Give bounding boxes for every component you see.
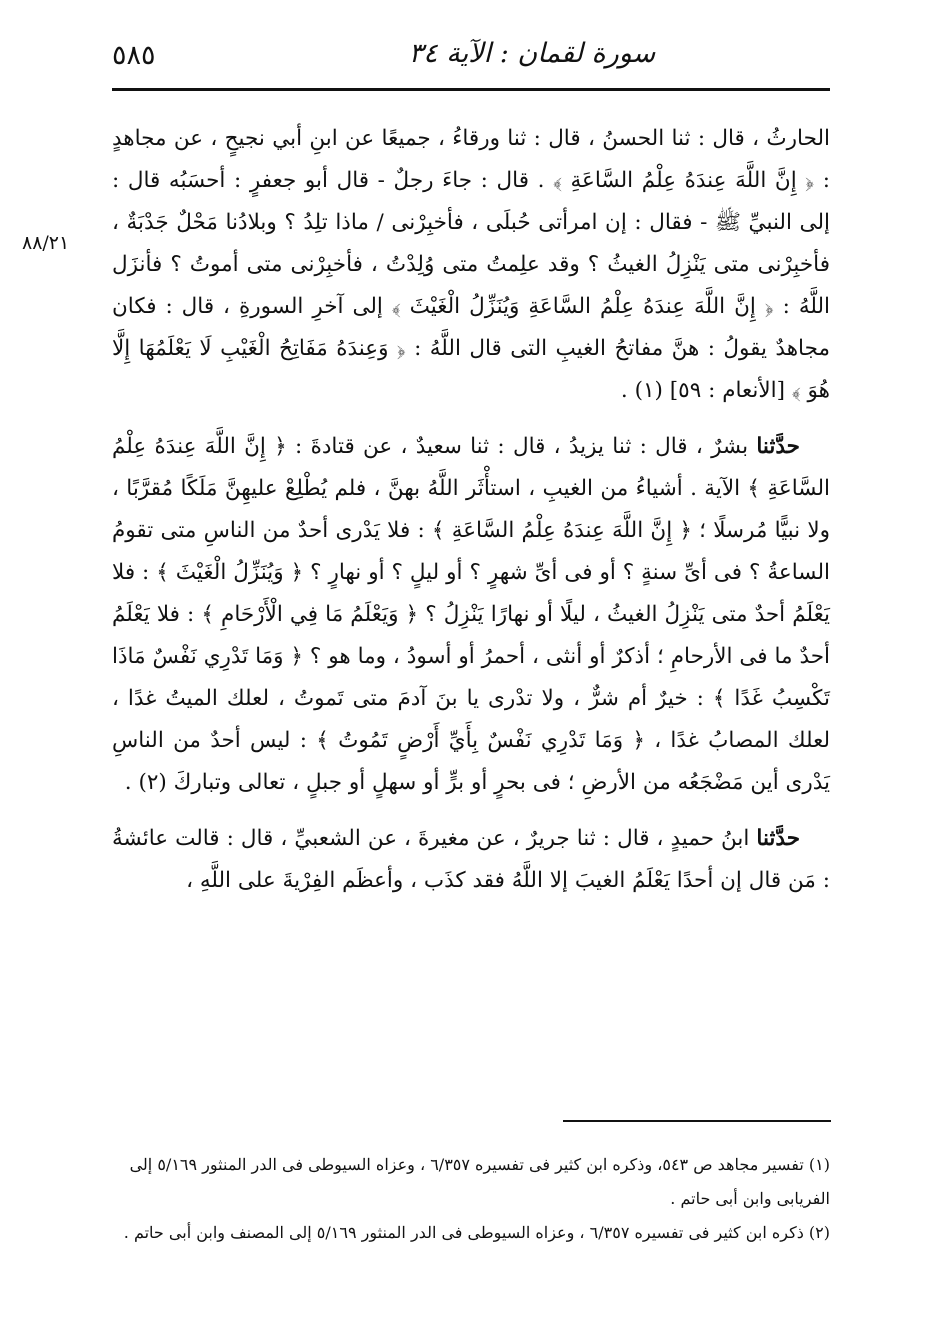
paragraph [112, 118, 830, 412]
paragraph-lead: حدَّثنا [756, 826, 800, 851]
paragraph [112, 426, 830, 804]
footnote-separator [563, 1120, 831, 1122]
paragraph-text: ابنُ حميدٍ ، قال : ثنا جريرٌ ، عن مغيرةَ ، عن الشعبيِّ ، قال : قالت عائشةُ : مَن قال إن أحدًا يَعْلَمُ الغيبَ إلا اللَّهُ فقد كذَب ، وأعظَم الفِرْيةَ على اللَّهِ ، [112, 826, 830, 893]
paragraph-lead: حدَّثنا [756, 434, 800, 459]
paragraph [112, 818, 830, 902]
margin-reference: ٨٨/٢١ [22, 232, 70, 254]
header-rule [112, 88, 830, 91]
footnote: (١) تفسير مجاهد ص ٥٤٣، وذكره ابن كثير فى تفسيره ٦/٣٥٧ ، وعزاه السيوطى فى الدر المنثور ٥/١٦٩ إلى الفريابى وابن أبى حاتم . [129, 1155, 830, 1208]
footnotes [112, 1148, 830, 1250]
paragraph-text: بشرٌ ، قال : ثنا يزيدُ ، قال : ثنا سعيدٌ ، عن قتادةَ : ﴿ إِنَّ اللَّهَ عِندَهُ عِلْمُ السَّاعَةِ ﴾ الآية . أشياءُ من الغيبِ ، استأْثَر اللَّهُ بهنَّ ، فلم يُطْلِعْ عليهِنَّ مَلَكًا مُقرَّبًا ، ولا نبيًّا مُرسلًا ؛ ﴿ إِنَّ اللَّهَ عِندَهُ عِلْمُ السَّاعَةِ ﴾ : فلا يَدْرى أحدٌ من الناسِ متى تقومُ الساعةُ ؟ فى أىِّ سنةٍ ؟ أو فى أىِّ شهرٍ ؟ أو ليلٍ ؟ أو نهارٍ ؟ ﴿ وَيُنَزِّلُ الْغَيْثَ ﴾ : فلا يَعْلَمُ أحدٌ متى يَنْزِلُ الغيثُ ، ليلًا أو نهارًا يَنْزِلُ ؟ ﴿ وَيَعْلَمُ مَا فِي الْأَرْحَامِ ﴾ : فلا يَعْلَمُ أحدٌ ما فى الأرحامِ ؛ أذكرٌ أو أنثى ، أحمرُ أو أسودُ ، وما هو ؟ ﴿ وَمَا تَدْرِي نَفْسٌ مَاذَا تَكْسِبُ غَدًا ﴾ : خيرٌ أم شرٌّ ، ولا تدْرى يا بنَ آدمَ متى تَموتُ ، لعلك الميتُ غدًا ، لعلك المصابُ غدًا ، ﴿ وَمَا تَدْرِي نَفْسٌ بِأَيِّ أَرْضٍ تَمُوتُ ﴾ : ليس أحدٌ من الناسِ يَدْرى أين مَضْجَعُه من الأرضِ ؛ فى بحرٍ أو برٍّ أو سهلٍ أو جبلٍ ، تعالى وتباركَ (٢) . [112, 434, 830, 795]
footnote: (٢) ذكره ابن كثير فى تفسيره ٦/٣٥٧ ، وعزاه السيوطى فى الدر المنثور ٥/١٦٩ إلى المصنف وابن أبى حاتم . [123, 1223, 830, 1242]
running-title: سورة لقمان : الآية ٣٤ [408, 38, 656, 69]
paragraph-text: الحارثُ ، قال : ثنا الحسنُ ، قال : ثنا ورقاءُ ، جميعًا عن ابنِ أبي نجيحٍ ، عن مجاهدٍ : ﴿ إِنَّ اللَّهَ عِندَهُ عِلْمُ السَّاعَةِ ﴾ . قال : جاءَ رجلٌ - قال أبو جعفرٍ : أحسَبُه قال : إلى النبيِّ ﷺ - فقال : إن امرأتى حُبلَى ، فأخبِرْنى / ماذا تلِدُ ؟ وبلادُنا مَحْلٌ جَدْبَةٌ ، فأخبِرْنى متى يَنْزِلُ الغيثُ ؟ وقد علِمتُ متى وُلِدْتُ ، فأخبِرْنى متى أموتُ ؟ فأنزَل اللَّهُ : ﴿ إِنَّ اللَّهَ عِندَهُ عِلْمُ السَّاعَةِ وَيُنَزِّلُ الْغَيْثَ ﴾ إلى آخرِ السورةِ ، قال : فكان مجاهدٌ يقولُ : هنَّ مفاتحُ الغيبِ التى قال اللَّهُ : ﴿ وَعِندَهُ مَفَاتِحُ الْغَيْبِ لَا يَعْلَمُهَا إِلَّا هُوَ ﴾ [الأنعام : ٥٩] (١) . [112, 126, 831, 403]
page-number: ٥٨٥ [112, 40, 156, 71]
main-text [112, 118, 830, 916]
page-header [112, 30, 830, 86]
